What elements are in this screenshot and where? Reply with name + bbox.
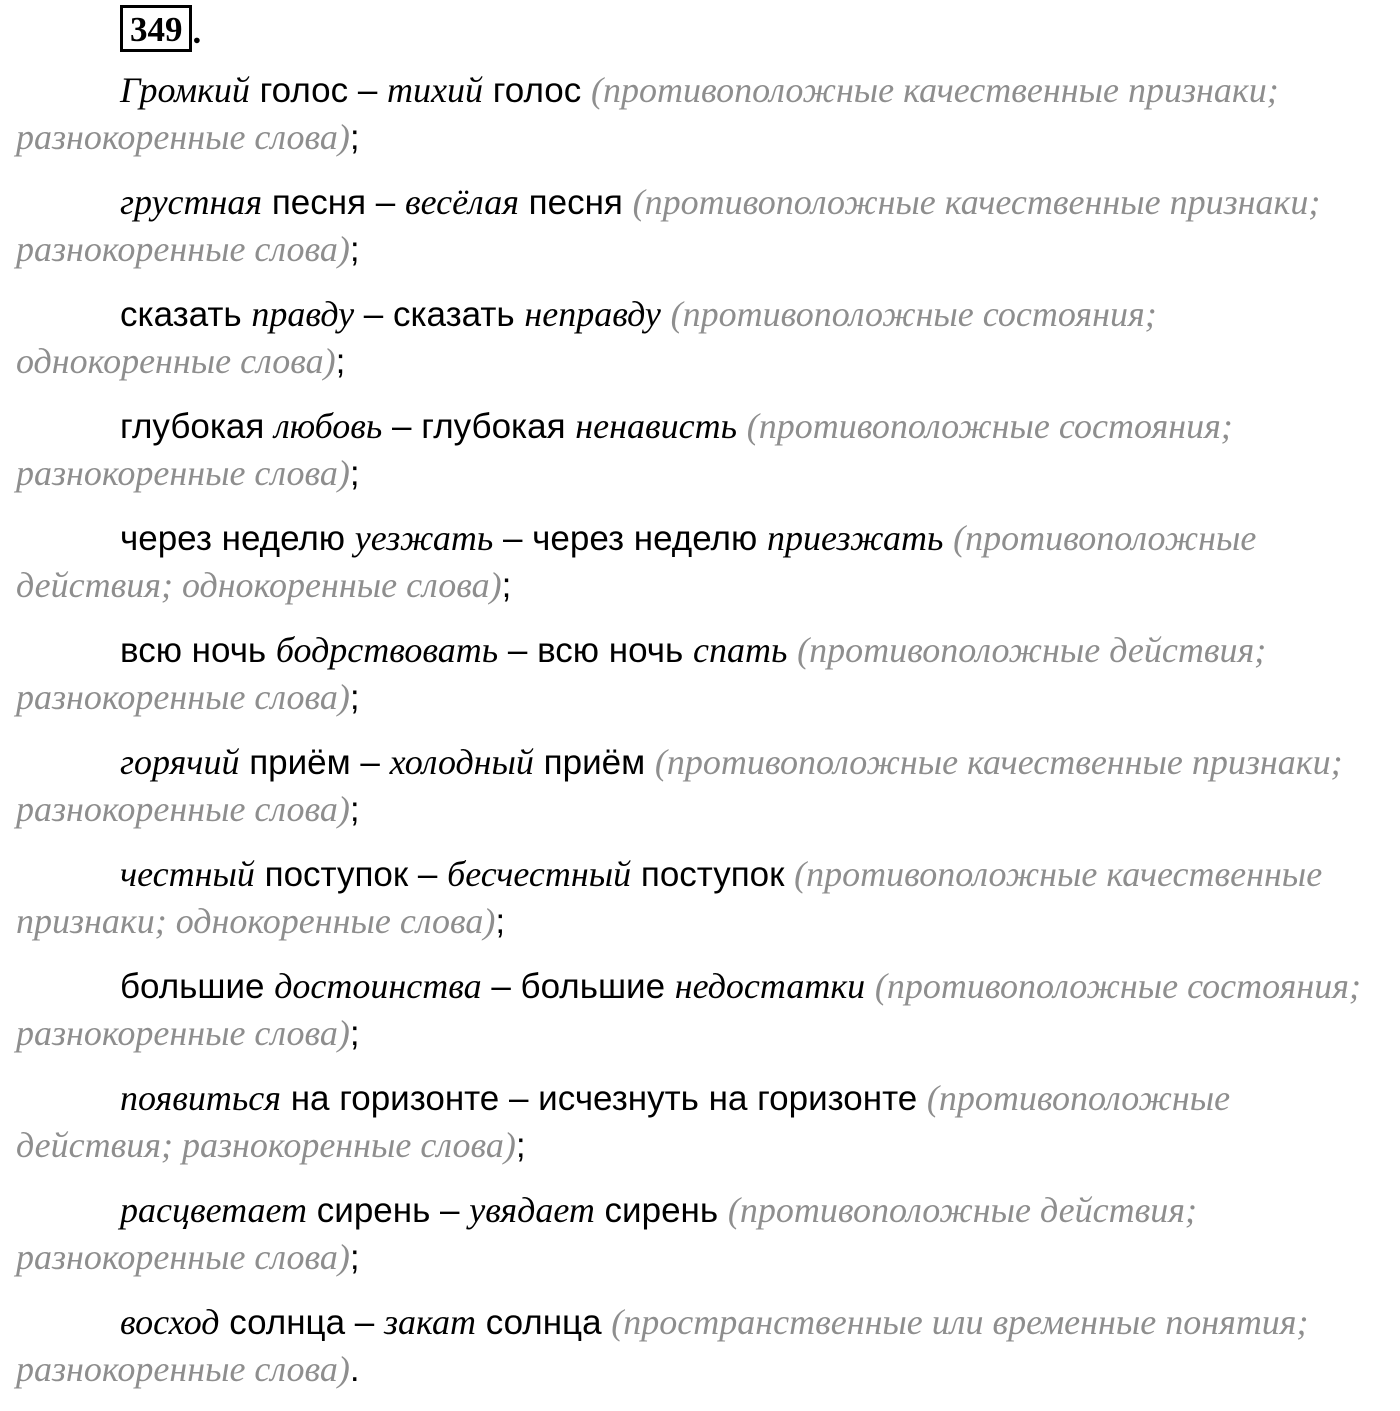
antonym-word-2: холодный (389, 742, 534, 782)
list-item (16, 1075, 1366, 1169)
entry-note: (противоположные действия; разнокоренные слова) (16, 1190, 1197, 1277)
entry-text: поступок (631, 855, 795, 894)
list-item (16, 403, 1366, 497)
antonym-word-1: грустная (120, 182, 263, 222)
list-item (16, 179, 1366, 273)
task-number-dot: . (192, 12, 202, 51)
antonym-word-2: увядает (469, 1190, 595, 1230)
entry-text: солнца – (219, 1303, 384, 1342)
antonym-word-1: честный (120, 854, 255, 894)
list-item (16, 67, 1366, 161)
entry-note: (противоположные качественные признаки; разнокоренные слова) (16, 742, 1343, 829)
entry-text: голос – (249, 71, 388, 110)
list-item (16, 739, 1366, 833)
entry-text: – через неделю (493, 519, 767, 558)
antonym-list (16, 67, 1366, 1411)
antonym-word-1: любовь (274, 406, 383, 446)
entry-punct: ; (495, 902, 506, 941)
entry-punct: ; (349, 1014, 360, 1053)
task-number (120, 4, 201, 52)
list-item (16, 515, 1366, 609)
entry-punct: ; (349, 790, 360, 829)
entry-note: (противоположные состояния; разнокоренные слова) (16, 966, 1361, 1053)
entry-punct: ; (515, 1126, 526, 1165)
entry-note: (противоположные состояния; разнокоренные слова) (16, 406, 1233, 493)
entry-punct: ; (349, 118, 360, 157)
entry-text (737, 407, 747, 446)
entry-text: глубокая (120, 407, 275, 446)
entry-punct: ; (349, 454, 360, 493)
entry-text: на горизонте – исчезнуть на горизонте (280, 1079, 927, 1118)
entry-text: песня – (262, 183, 405, 222)
entry-text: приём (533, 743, 655, 782)
list-item (16, 1299, 1366, 1393)
antonym-word-2: приезжать (766, 518, 944, 558)
antonym-word-2: недостатки (674, 966, 866, 1006)
antonym-word-2: весёлая (404, 182, 519, 222)
list-item (16, 851, 1366, 945)
antonym-word-2: закат (383, 1302, 476, 1342)
entry-note: (противоположные действия; разнокоренные слова) (16, 630, 1267, 717)
task-number-box: 349 (120, 5, 192, 52)
entry-text (865, 967, 875, 1006)
entry-text: песня (518, 183, 633, 222)
entry-text: – глубокая (382, 407, 576, 446)
entry-punct: ; (349, 230, 360, 269)
entry-text: сказать (120, 295, 252, 334)
entry-note: (противоположные состояния; однокоренные слова) (16, 294, 1157, 381)
entry-note: (противоположные действия; разнокоренные слова) (16, 1078, 1231, 1165)
antonym-word-2: спать (692, 630, 788, 670)
antonym-word-1: Громкий (120, 70, 250, 110)
entry-text: через неделю (120, 519, 355, 558)
entry-text: голос (483, 71, 591, 110)
entry-text: всю ночь (120, 631, 276, 670)
antonym-word-1: уезжать (354, 518, 494, 558)
entry-text: сирень (594, 1191, 728, 1230)
list-item (16, 627, 1366, 721)
antonym-word-2: ненависть (575, 406, 737, 446)
entry-punct: . (349, 1350, 360, 1389)
antonym-word-1: расцветает (120, 1190, 308, 1230)
entry-punct: ; (335, 342, 346, 381)
antonym-word-1: появиться (120, 1078, 281, 1118)
entry-note: (противоположные качественные признаки; разнокоренные слова) (16, 70, 1279, 157)
list-item (16, 1187, 1366, 1281)
antonym-word-2: бесчестный (447, 854, 632, 894)
antonym-word-2: тихий (387, 70, 484, 110)
entry-note: (противоположные качественные признаки; разнокоренные слова) (16, 182, 1321, 269)
entry-text (943, 519, 953, 558)
entry-punct: ; (349, 678, 360, 717)
antonym-word-1: горячий (120, 742, 240, 782)
entry-text (787, 631, 797, 670)
entry-text: – сказать (354, 295, 525, 334)
antonym-word-1: восход (120, 1302, 220, 1342)
entry-text: поступок – (254, 855, 448, 894)
entry-text: солнца (475, 1303, 612, 1342)
entry-text: большие (120, 967, 275, 1006)
entry-note: (противоположные действия; однокоренные слова) (16, 518, 1257, 605)
entry-text: – большие (481, 967, 675, 1006)
entry-text: – всю ночь (498, 631, 693, 670)
entry-note: (пространственные или временные понятия; разнокоренные слова) (16, 1302, 1309, 1389)
antonym-word-2: неправду (524, 294, 661, 334)
entry-note: (противоположные качественные признаки; однокоренные слова) (16, 854, 1323, 941)
antonym-word-1: достоинства (274, 966, 482, 1006)
list-item (16, 291, 1366, 385)
entry-punct: ; (349, 1238, 360, 1277)
list-item (16, 963, 1366, 1057)
entry-punct: ; (501, 566, 512, 605)
entry-text (661, 295, 671, 334)
antonym-word-1: правду (251, 294, 355, 334)
antonym-word-1: бодрствовать (275, 630, 499, 670)
entry-text: сирень – (307, 1191, 470, 1230)
entry-text: приём – (239, 743, 390, 782)
